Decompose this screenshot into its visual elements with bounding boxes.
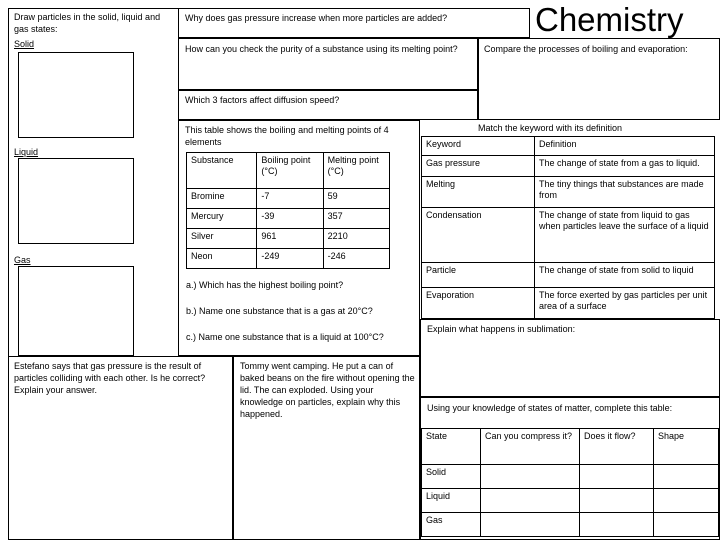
bp-header-boiling: Boiling point (°C) — [257, 153, 323, 189]
purity-question: How can you check the purity of a substance using its melting point? — [185, 44, 458, 54]
gas-label: Gas — [14, 255, 31, 265]
answer-cell[interactable] — [654, 513, 719, 537]
liquid-label: Liquid — [14, 147, 39, 157]
states-header: Shape — [654, 429, 719, 465]
keyword-header: Keyword — [422, 137, 535, 156]
liquid-drawing-area[interactable] — [18, 158, 134, 244]
keyword-match-title: Match the keyword with its definition — [478, 123, 623, 133]
answer-cell[interactable] — [481, 465, 580, 489]
state-cell-gas: Gas — [422, 513, 481, 537]
bp-cell: 2210 — [323, 229, 389, 249]
bp-cell: Bromine — [187, 189, 257, 209]
answer-cell[interactable] — [580, 489, 654, 513]
state-cell-solid: Solid — [422, 465, 481, 489]
bp-header-melting: Melting point (°C) — [323, 153, 389, 189]
bp-cell: -249 — [257, 249, 323, 269]
states-header: State — [422, 429, 481, 465]
estefano-question: Estefano says that gas pressure is the result of particles colliding with each other. Is he correct? Explain your answer. — [14, 361, 206, 395]
gas-pressure-question: Why does gas pressure increase when more particles are added? — [185, 13, 448, 23]
state-cell-liquid: Liquid — [422, 489, 481, 513]
keyword-cell[interactable]: Condensation — [422, 208, 535, 263]
bp-table-intro: This table shows the boiling and melting points of 4 elements — [185, 125, 389, 147]
definition-cell[interactable]: The change of state from liquid to gas when particles leave the surface of a liquid — [535, 208, 715, 263]
bp-question-c: c.) Name one substance that is a liquid at 100°C? — [186, 332, 384, 342]
solid-drawing-area[interactable] — [18, 52, 134, 138]
definition-cell[interactable]: The tiny things that substances are made from — [535, 177, 715, 208]
definition-cell[interactable]: The change of state from a gas to liquid. — [535, 156, 715, 177]
page-title: Chemistry — [535, 1, 684, 38]
answer-cell[interactable] — [481, 513, 580, 537]
compare-question: Compare the processes of boiling and evaporation: — [484, 44, 688, 54]
particles-prompt: Draw particles in the solid, liquid and gas states: — [14, 12, 161, 34]
answer-cell[interactable] — [654, 489, 719, 513]
keyword-cell[interactable]: Evaporation — [422, 288, 535, 319]
keyword-cell[interactable]: Melting — [422, 177, 535, 208]
bp-cell: -7 — [257, 189, 323, 209]
bp-question-b: b.) Name one substance that is a gas at 20°C? — [186, 306, 373, 316]
sublimation-question: Explain what happens in sublimation: — [427, 324, 576, 334]
states-table — [421, 428, 719, 537]
states-header: Does it flow? — [580, 429, 654, 465]
answer-cell[interactable] — [654, 465, 719, 489]
bp-header-substance: Substance — [187, 153, 257, 189]
diffusion-question: Which 3 factors affect diffusion speed? — [185, 95, 340, 105]
gas-drawing-area[interactable] — [18, 266, 134, 356]
keyword-table — [421, 136, 715, 319]
bp-cell: 357 — [323, 209, 389, 229]
bp-cell: Neon — [187, 249, 257, 269]
keyword-cell[interactable]: Particle — [422, 263, 535, 288]
answer-cell[interactable] — [481, 489, 580, 513]
bp-cell: Mercury — [187, 209, 257, 229]
solid-label: Solid — [14, 39, 35, 49]
bp-question-a: a.) Which has the highest boiling point? — [186, 280, 344, 290]
tommy-question: Tommy went camping. He put a can of baked beans on the fire without opening the lid. The can exploded. Using your knowledge on particles, explain why this happened. — [240, 361, 415, 419]
keyword-cell[interactable]: Gas pressure — [422, 156, 535, 177]
bp-cell: -246 — [323, 249, 389, 269]
definition-cell[interactable]: The force exerted by gas particles per unit area of a surface — [535, 288, 715, 319]
bp-cell: 961 — [257, 229, 323, 249]
bp-cell: -39 — [257, 209, 323, 229]
bp-table — [186, 152, 390, 269]
bp-cell: Silver — [187, 229, 257, 249]
states-header: Can you compress it? — [481, 429, 580, 465]
states-table-intro: Using your knowledge of states of matter, complete this table: — [427, 403, 673, 413]
answer-cell[interactable] — [580, 465, 654, 489]
answer-cell[interactable] — [580, 513, 654, 537]
bp-cell: 59 — [323, 189, 389, 209]
definition-cell[interactable]: The change of state from solid to liquid — [535, 263, 715, 288]
definition-header: Definition — [535, 137, 715, 156]
